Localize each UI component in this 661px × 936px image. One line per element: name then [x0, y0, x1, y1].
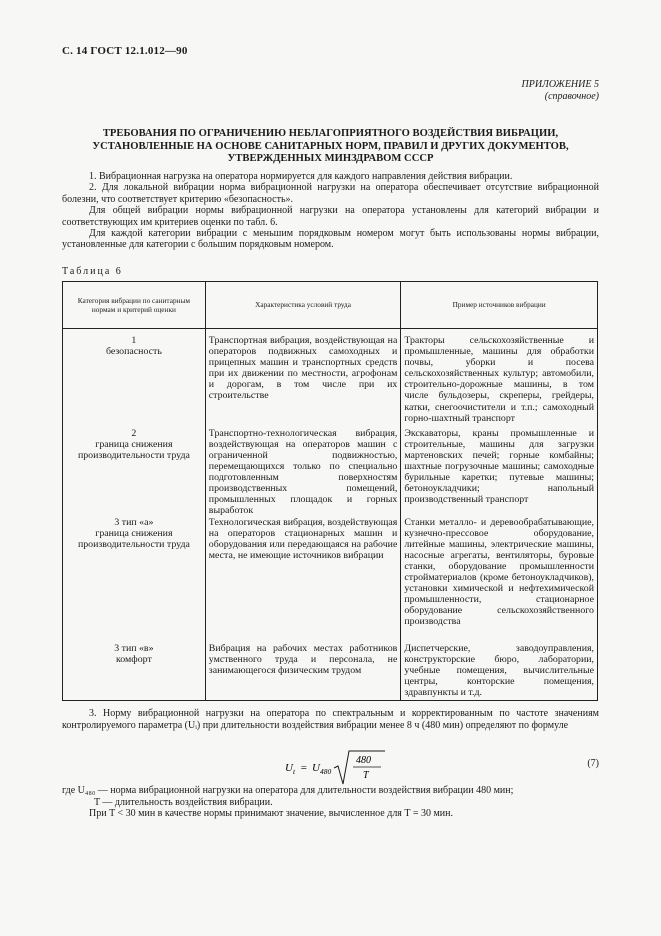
category-number: 3 тип «а» [114, 516, 154, 528]
paragraph-1: 1. Вибрационная нагрузка на оператора нормируется для каждого направления действия вибрации. [89, 171, 513, 182]
category-criterion: безопасность [105, 346, 162, 358]
table-row [63, 424, 598, 517]
definition-t: T — длительность воздействия вибрации. [94, 796, 273, 808]
category-number: 1 [131, 335, 137, 346]
category-number: 2 [131, 427, 137, 439]
category-number: 3 тип «в» [114, 642, 154, 654]
note-min-duration: При T < 30 мин в качестве нормы принимают значение, вычисленное для T = 30 мин. [89, 808, 454, 820]
fraction-denominator: T [363, 770, 369, 781]
header-examples: Пример источников вибрации [401, 282, 598, 329]
category-cell [63, 424, 206, 517]
formula-rhs: U [312, 762, 320, 774]
examples-cell: Тракторы сельскохозяйственные и промышленные, машины для обработки почвы, уборки и посева сельскохозяйственных культур; автомобили, строительно-дорожные машины, в том числе бульдозеры, скреперы, грейдеры, катки, снегоочистители и т.п.; самоходный горно-шахтный транспорт [401, 329, 598, 424]
examples-cell: Станки металло- и деревообрабатывающие, кузнечно-прессовое оборудование, литейные машины, электрические машины, насосные агрегаты, вентиляторы, буровые станки, оборудование промышленности стройматериалов (кроме бетоноукладчиков), установки химической и нефтехимической промышленности, стационарное оборудование сельскохозяйственного производства [401, 517, 598, 639]
equation-number: (7) [587, 758, 599, 769]
examples-cell: Экскаваторы, краны промышленные и строительные, машины для загрузки мартеновских печей; горные комбайны; шахтные погрузочные машины; самоходные бурильные каретки; путевые машины; бетоноукладчики; напольный производственный транспорт [401, 424, 598, 517]
conditions-cell: Вибрация на рабочих местах работников умственного труда и персонала, не занимающегося физическим трудом [205, 639, 401, 701]
document-title [62, 128, 599, 166]
formula-lhs-sub: t [293, 767, 296, 776]
page-header: С. 14 ГОСТ 12.1.012—90 [62, 45, 188, 57]
formula-definitions [62, 785, 602, 820]
conditions-cell: Транспортно-технологическая вибрация, воздействующая на операторов машин с ограниченной подвижностью, перемещающихся только по специально подготовленным поверхностям производственных помещений, промышленных площадок и горных выработок [205, 424, 401, 517]
category-criterion: граница снижения производительности труда [77, 438, 190, 461]
formula-intro [62, 708, 599, 732]
title-line-3: УТВЕРЖДЕННЫХ МИНЗДРАВОМ СССР [227, 153, 434, 165]
table-header-row [63, 282, 598, 329]
title-line-1: ТРЕБОВАНИЯ ПО ОГРАНИЧЕНИЮ НЕБЛАГОПРИЯТНОГО ВОЗДЕЙСТВИЯ ВИБРАЦИИ, [102, 128, 559, 139]
category-criterion: комфорт [116, 653, 152, 665]
formula-equals: = [300, 762, 308, 774]
definition-u480: где U₄₈₀ — норма вибрационной нагрузки на оператора для длительности воздействия вибрации 480 мин; [62, 785, 514, 796]
conditions-cell: Транспортная вибрация, воздействующая на операторов подвижных самоходных и прицепных машин и транспортных средств при их движении по местности, агрофонам и дорогам, в том числе при их строительстве [205, 329, 401, 424]
examples-cell: Диспетчерские, заводоуправления, конструкторские бюро, лаборатории, учебные помещения, вычислительные центры, конторские помещения, здравпункты и т.д. [401, 639, 598, 701]
table-row [63, 329, 598, 424]
appendix-label [399, 79, 599, 103]
paragraph-3: 3. Норму вибрационной нагрузки на оператора по спектральным и корректированным по частоте значениям контролируемого параметра (Uᵢ) при длительности воздействия вибрации менее 8 ч (480 мин) определяют по формуле [62, 708, 599, 731]
category-cell [63, 329, 206, 424]
header-conditions: Характеристика условий труда [205, 282, 401, 329]
table-row [63, 517, 598, 639]
appendix-title: ПРИЛОЖЕНИЕ 5 [521, 79, 599, 90]
table-row [63, 639, 598, 701]
vibration-table [62, 281, 598, 701]
formula-lhs: U [285, 762, 293, 774]
appendix-note: (справочное) [544, 91, 599, 102]
fraction-numerator: 480 [356, 755, 371, 766]
title-line-2: УСТАНОВЛЕННЫЕ НА ОСНОВЕ САНИТАРНЫХ НОРМ, ПРАВИЛ И ДРУГИХ ДОКУМЕНТОВ, [92, 140, 569, 152]
paragraph-2b: Для общей вибрации нормы вибрационной нагрузки на оператора установлены для категорий вибрации и соответствующих им критериев оценки по табл. 6. [62, 205, 599, 228]
intro-text [62, 171, 599, 251]
formula-rhs-sub: 480 [320, 767, 332, 776]
paragraph-2c: Для каждой категории вибрации с меньшим порядковым номером могут быть использованы нормы вибрации, установленные для категории с большим порядковым номером. [62, 228, 599, 251]
paragraph-2: 2. Для локальной вибрации норма вибрационной нагрузки на оператора обеспечивает отсутствие вибрационной болезни, что соответствует критерию «безопасность». [62, 182, 599, 205]
table-caption: Таблица 6 [62, 266, 123, 277]
conditions-cell: Технологическая вибрация, воздействующая на операторов стационарных машин и оборудования или передающаяся на рабочие места, не имеющие источников вибрации [205, 517, 401, 639]
category-cell [63, 639, 206, 701]
header-category: Категория вибрации по санитарным нормам и критерий оценки [63, 282, 206, 329]
category-cell [63, 517, 206, 639]
category-criterion: граница снижения производительности труда [77, 527, 190, 550]
formula-svg [285, 749, 405, 789]
